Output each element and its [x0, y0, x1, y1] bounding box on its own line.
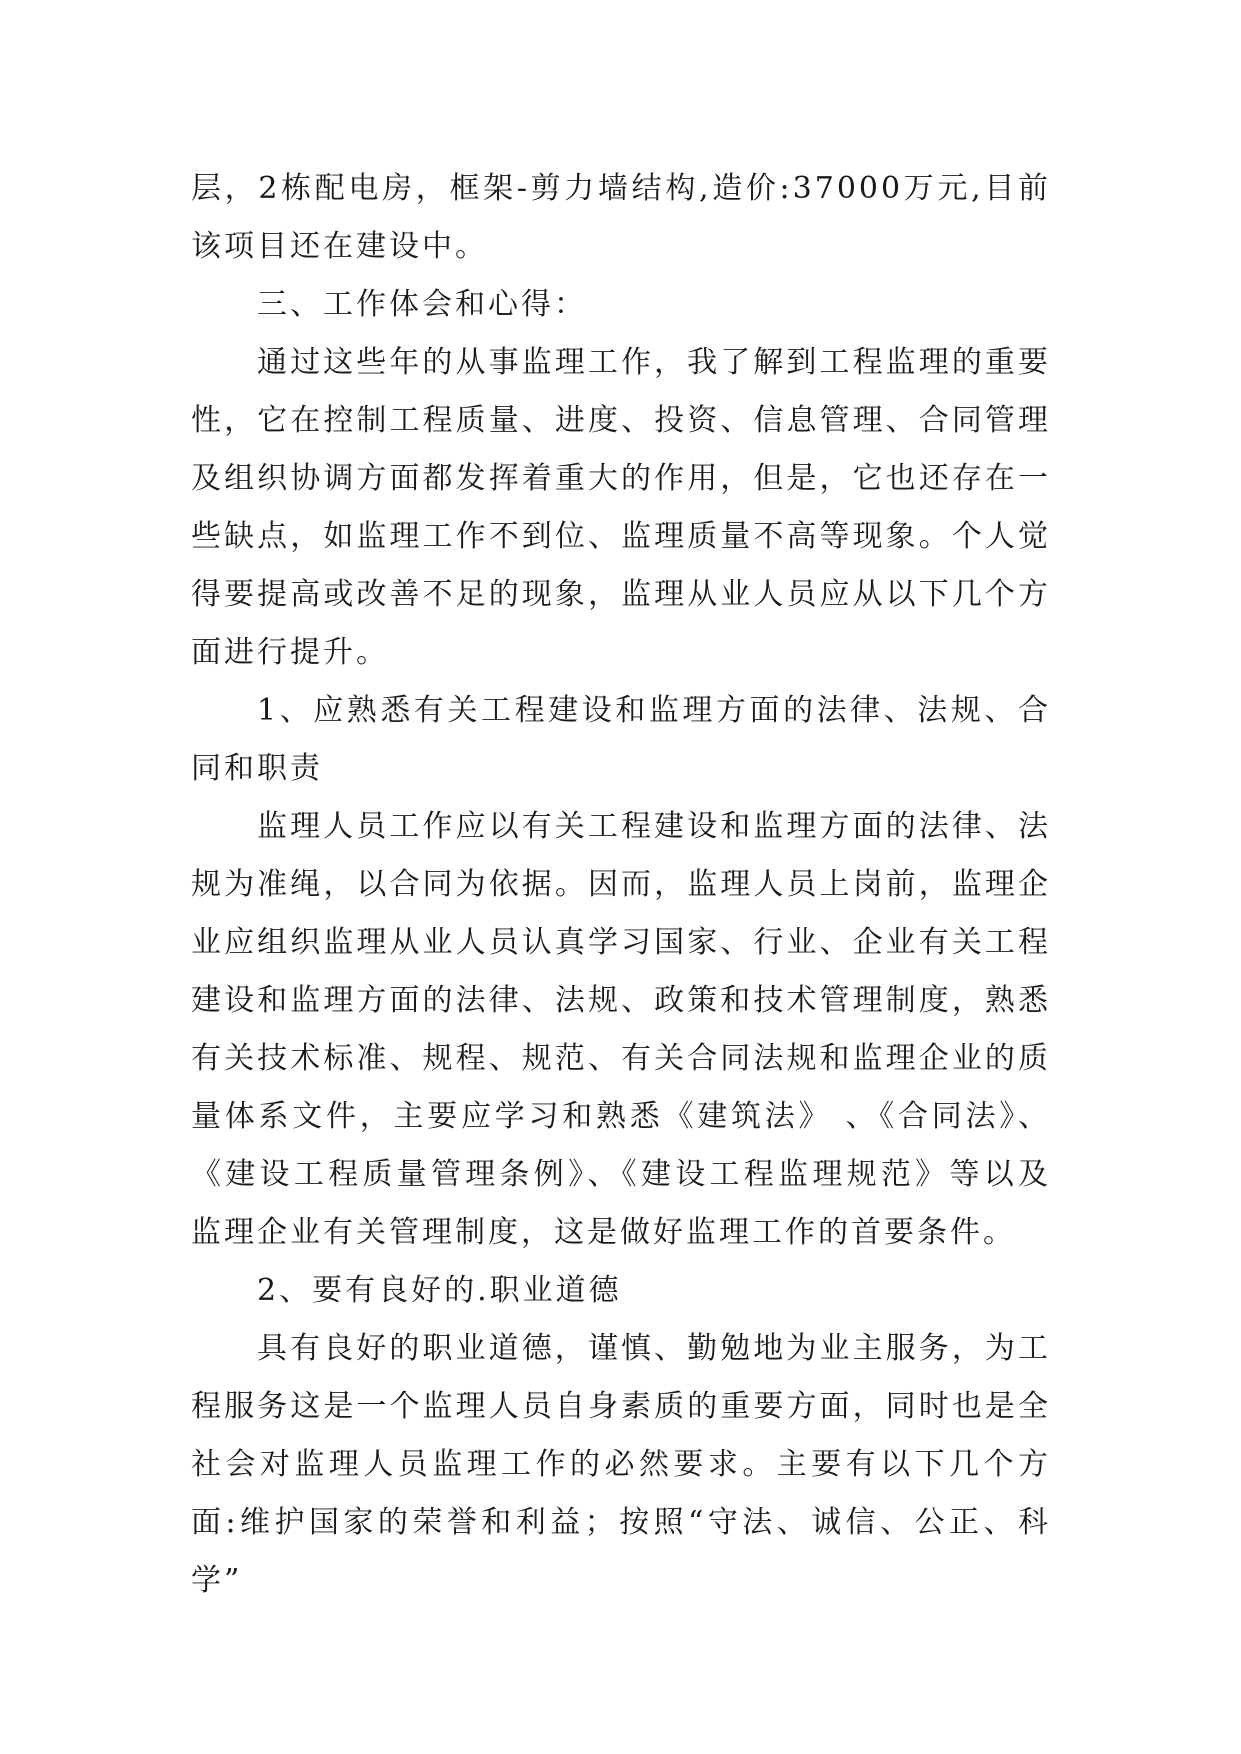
document-body [191, 160, 1051, 1610]
paragraph-continued: 层，2栋配电房，框架-剪力墙结构,造价:37000万元,目前该项目还在建设中。 [191, 171, 1051, 264]
paragraph: 监理人员工作应以有关工程建设和监理方面的法律、法规为准绳，以合同为依据。因而，监理人员上岗前，监理企业应组织监理从业人员认真学习国家、行业、企业有关工程建设和监理方面的法律、法规、政策和技术管理制度，熟悉有关技术标准、规程、规范、有关合同法规和监理企业的质量体系文件，主要应学习和熟悉《建筑法》 、《合同法》、《建设工程质量管理条例》、《建设工程监理规范》等以及监理企业有关管理制度，这是做好监理工作的首要条件。 [191, 809, 1051, 1250]
paragraph: 具有良好的职业道德，谨慎、勤勉地为业主服务，为工程服务这是一个监理人员自身素质的重要方面，同时也是全社会对监理人员监理工作的必然要求。主要有以下几个方面:维护国家的荣誉和利益；按照“守法、诚信、公正、科学” [191, 1331, 1051, 1598]
subheading: 1、应熟悉有关工程建设和监理方面的法律、法规、合同和职责 [191, 693, 1051, 786]
paragraph: 通过这些年的从事监理工作，我了解到工程监理的重要性，它在控制工程质量、进度、投资、信息管理、合同管理及组织协调方面都发挥着重大的作用，但是，它也还存在一些缺点，如监理工作不到位、监理质量不高等现象。个人觉得要提高或改善不足的现象，监理从业人员应从以下几个方面进行提升。 [191, 345, 1051, 670]
section-heading: 三、工作体会和心得： [257, 287, 587, 322]
subheading: 2、要有良好的.职业道德 [257, 1273, 622, 1308]
